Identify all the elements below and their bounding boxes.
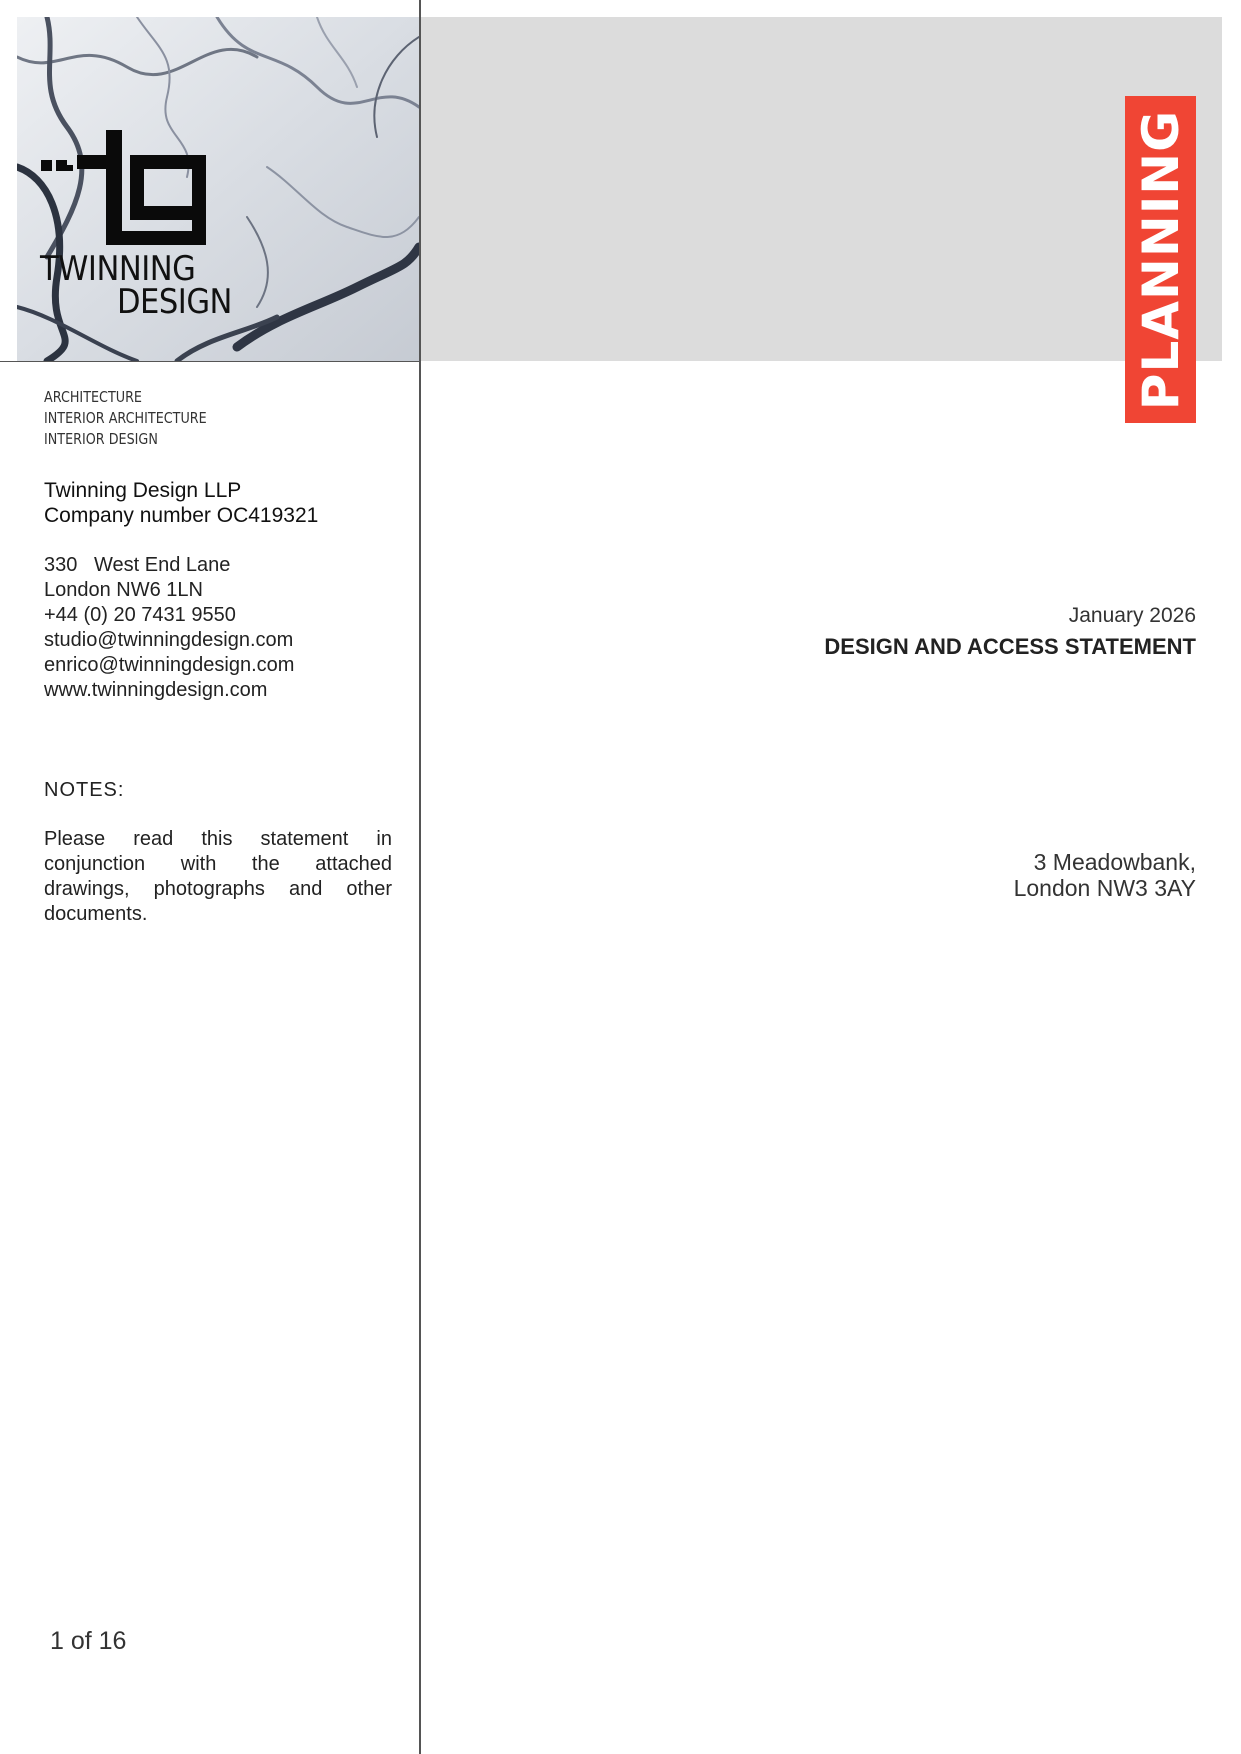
planning-tab [1125, 96, 1196, 423]
site-address-line1: 3 Meadowbank, [1033, 849, 1196, 875]
logo-text-design: DESIGN [117, 282, 232, 322]
column-divider [419, 0, 421, 1754]
planning-tab-label: PLANNING [1131, 109, 1190, 410]
phone-number: +44 (0) 20 7431 9550 [44, 604, 236, 626]
header-grey-band [421, 17, 1222, 361]
page-number: 1 of 16 [50, 1627, 127, 1655]
marble-header-image [17, 17, 419, 361]
document-title: DESIGN AND ACCESS STATEMENT [824, 634, 1196, 659]
company-number: Company number OC419321 [44, 504, 319, 527]
address-line2: London NW6 1LN [44, 579, 203, 601]
services-list [44, 387, 207, 450]
address-line1: 330 West End Lane [44, 554, 231, 576]
contact-block [44, 553, 294, 703]
site-address-line2: London NW3 3AY [1013, 875, 1196, 901]
service-item: INTERIOR DESIGN [44, 430, 158, 448]
notes-body: Please read this statement in conjunction with the attached drawings, photographs and other documents. [44, 828, 392, 925]
service-item: ARCHITECTURE [44, 388, 142, 406]
logo-text-twinning: TWINNING [40, 249, 196, 289]
site-address [1014, 849, 1196, 901]
notes-label: NOTES: [44, 779, 125, 801]
header-divider [0, 361, 421, 362]
company-block [44, 478, 318, 528]
company-name: Twinning Design LLP [44, 479, 242, 502]
website-link[interactable]: www.twinningdesign.com [44, 679, 268, 701]
email-enrico-link[interactable]: enrico@twinningdesign.com [44, 654, 295, 676]
document-date: January 2026 [1068, 604, 1196, 627]
email-studio-link[interactable]: studio@twinningdesign.com [44, 629, 294, 651]
service-item: INTERIOR ARCHITECTURE [44, 409, 207, 427]
